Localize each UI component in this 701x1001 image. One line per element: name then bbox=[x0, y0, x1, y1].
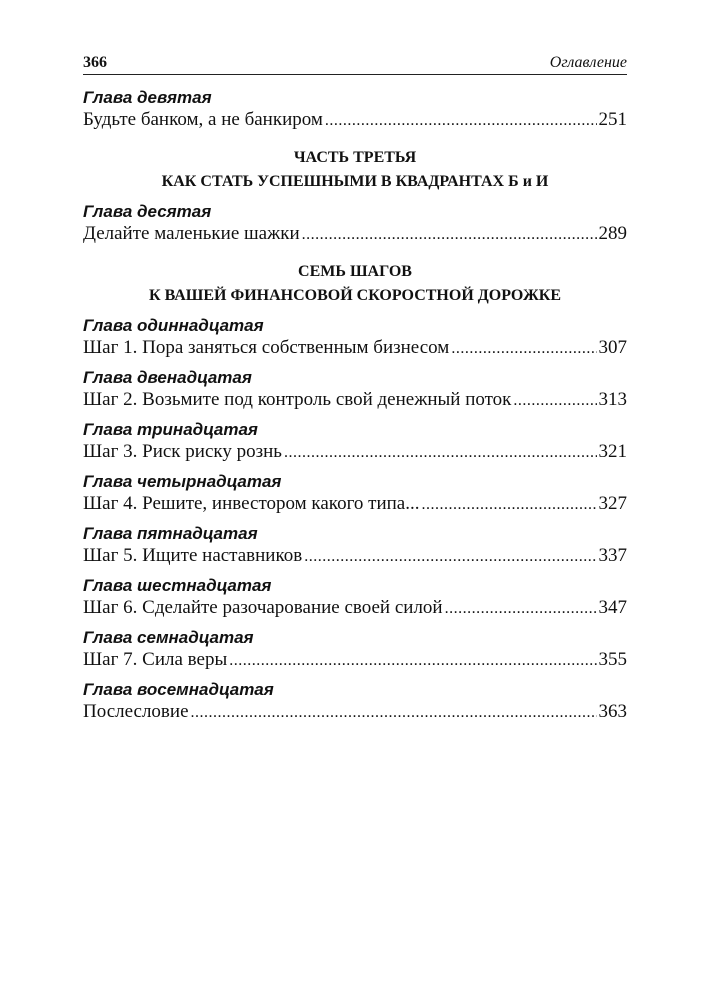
dot-leader bbox=[513, 389, 596, 413]
dot-leader bbox=[284, 441, 597, 465]
toc-chapter bbox=[83, 628, 627, 672]
chapter-page-number: 337 bbox=[598, 545, 627, 566]
toc-group-2 bbox=[83, 202, 627, 246]
toc-group-1 bbox=[83, 88, 627, 132]
chapter-title: Послесловие bbox=[83, 701, 189, 722]
chapter-title: Шаг 4. Решите, инвестором какого типа... bbox=[83, 493, 420, 514]
toc-entry[interactable] bbox=[83, 544, 627, 568]
chapter-page-number: 347 bbox=[598, 597, 627, 618]
dot-leader bbox=[325, 109, 597, 133]
chapter-title: Шаг 6. Сделайте разочарование своей силой bbox=[83, 597, 443, 618]
chapter-label: Глава одиннадцатая bbox=[83, 316, 264, 335]
chapter-page-number: 363 bbox=[598, 701, 627, 722]
toc-entry[interactable] bbox=[83, 440, 627, 464]
chapter-label: Глава шестнадцатая bbox=[83, 576, 272, 595]
chapter-title: Шаг 5. Ищите наставников bbox=[83, 545, 303, 566]
chapter-title: Шаг 1. Пора заняться собственным бизнесом bbox=[83, 337, 450, 358]
running-title: Оглавление bbox=[549, 54, 627, 71]
chapter-label: Глава десятая bbox=[83, 202, 212, 221]
dot-leader bbox=[302, 223, 597, 247]
part-heading-line-2: КАК СТАТЬ УСПЕШНЫМИ В КВАДРАНТАХ Б и И bbox=[161, 173, 549, 190]
toc-entry[interactable] bbox=[83, 700, 627, 724]
part-heading-line-1: ЧАСТЬ ТРЕТЬЯ bbox=[293, 149, 417, 166]
chapter-title: Шаг 3. Риск риску рознь bbox=[83, 441, 282, 462]
toc-entry[interactable] bbox=[83, 222, 627, 246]
toc-chapter bbox=[83, 88, 627, 132]
toc-chapter bbox=[83, 472, 627, 516]
chapter-label: Глава четырнадцатая bbox=[83, 472, 282, 491]
chapter-label: Глава двенадцатая bbox=[83, 368, 252, 387]
chapter-label: Глава тринадцатая bbox=[83, 420, 258, 439]
toc-entry[interactable] bbox=[83, 388, 627, 412]
chapter-page-number: 307 bbox=[598, 337, 627, 358]
dot-leader bbox=[304, 545, 596, 569]
toc-chapter bbox=[83, 316, 627, 360]
toc-entry[interactable] bbox=[83, 492, 627, 516]
dot-leader bbox=[191, 701, 597, 725]
toc-group-3 bbox=[83, 316, 627, 724]
chapter-label: Глава восемнадцатая bbox=[83, 680, 274, 699]
chapter-page-number: 289 bbox=[598, 223, 627, 244]
page-header bbox=[83, 52, 627, 75]
chapter-title: Шаг 2. Возьмите под контроль свой денежный поток bbox=[83, 389, 512, 410]
dot-leader bbox=[451, 337, 596, 361]
chapter-page-number: 313 bbox=[598, 389, 627, 410]
toc-entry[interactable] bbox=[83, 596, 627, 620]
chapter-title: Делайте маленькие шажки bbox=[83, 223, 300, 244]
chapter-title: Будьте банком, а не банкиром bbox=[83, 109, 323, 130]
chapter-label: Глава семнадцатая bbox=[83, 628, 254, 647]
toc-chapter bbox=[83, 576, 627, 620]
dot-leader bbox=[229, 649, 596, 673]
toc-chapter bbox=[83, 680, 627, 724]
toc-entry[interactable] bbox=[83, 108, 627, 132]
toc-entry[interactable] bbox=[83, 648, 627, 672]
dot-leader bbox=[445, 597, 597, 621]
part-heading-3 bbox=[83, 146, 627, 194]
chapter-page-number: 355 bbox=[598, 649, 627, 670]
toc-content bbox=[83, 88, 627, 724]
seven-steps-line-1: СЕМЬ ШАГОВ bbox=[298, 263, 412, 280]
seven-steps-line-2: К ВАШЕЙ ФИНАНСОВОЙ СКОРОСТНОЙ ДОРОЖКЕ bbox=[148, 287, 562, 304]
chapter-label: Глава пятнадцатая bbox=[83, 524, 258, 543]
toc-chapter bbox=[83, 202, 627, 246]
dot-leader bbox=[421, 493, 596, 517]
chapter-page-number: 321 bbox=[598, 441, 627, 462]
page-number: 366 bbox=[83, 54, 107, 71]
toc-chapter bbox=[83, 420, 627, 464]
chapter-page-number: 327 bbox=[598, 493, 627, 514]
toc-chapter bbox=[83, 368, 627, 412]
chapter-title: Шаг 7. Сила веры bbox=[83, 649, 228, 670]
toc-chapter bbox=[83, 524, 627, 568]
toc-entry[interactable] bbox=[83, 336, 627, 360]
seven-steps-heading bbox=[83, 260, 627, 308]
chapter-label: Глава девятая bbox=[83, 88, 212, 107]
chapter-page-number: 251 bbox=[598, 109, 627, 130]
